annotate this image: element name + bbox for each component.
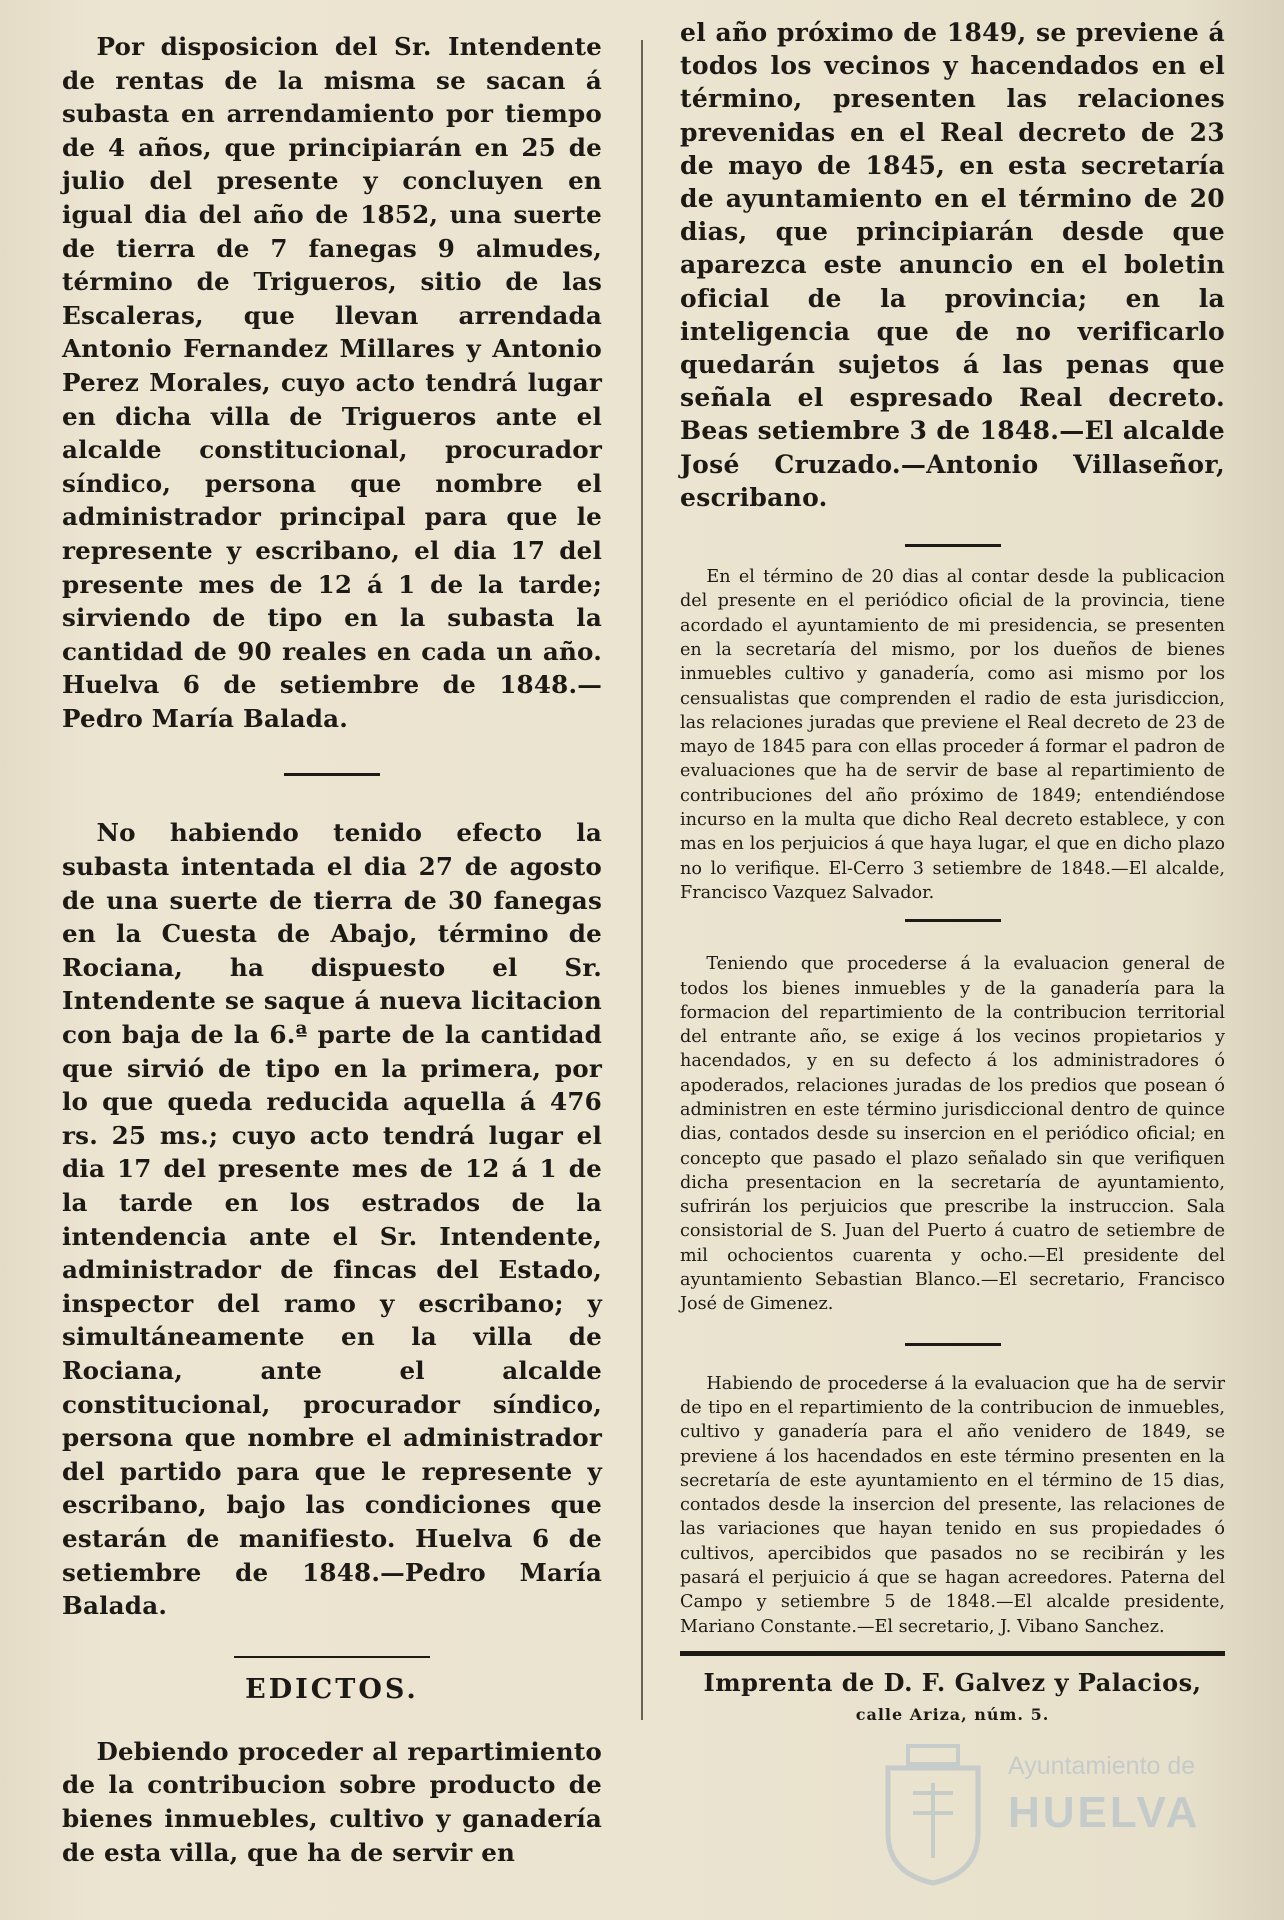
separator-rule — [284, 773, 380, 776]
right-column — [680, 16, 1225, 1724]
section-heading-edictos: EDICTOS. — [245, 1673, 419, 1705]
watermark-line-1: Ayuntamiento de — [1008, 1752, 1196, 1780]
edict-san-juan-del-puerto: Teniendo que procederse á la evaluacion general de todos los bienes inmuebles y de la ganadería para la formacion del repartimiento de la contribucion territorial del entrante año, se exige á los vecinos propietarios y hacendados, y en su defecto á los administradores ó apoderados, relaciones juradas de los predios que posean ó administren en este término jurisdiccional dentro de quince dias, contados desde su insercion en el periódico oficial; en concepto que pasado el plazo señalado sin que verifiquen dicha presentacion en la secretaría de ayuntamiento, sufrirán los perjuicios que prescribe la instruccion. Sala consistorial de S. Juan del Puerto á cuatro de setiembre de mil ochocientos cuarenta y ocho.—El presidente del ayuntamiento Sebastian Blanco.—El secretario, Francisco José de Gimenez. — [680, 954, 1225, 1315]
printer-imprint: Imprenta de D. F. Galvez y Palacios, — [703, 1667, 1202, 1697]
separator-rule — [905, 1343, 1001, 1346]
edict-paterna-del-campo: Habiendo de procederse á la evaluacion que ha de servir de tipo en el repartimiento de la contribucion de inmuebles, cultivo y ganadería para el año venidero de 1849, se previene á los hacendados en este término presenten en la secretaría de este ayuntamiento en el término de 15 dias, contados desde la insercion del presente, las relaciones de las variaciones que hayan tenido en sus propiedades ó cultivos, apercibidos que pasados no se recibirán y les pasará el perjuicio á que se hagan acreedores. Paterna del Campo y setiembre 5 de 1848.—El alcalde presidente, Mariano Constante.—El secretario, J. Vibano Sanchez. — [680, 1373, 1225, 1637]
left-column — [62, 30, 602, 1869]
watermark-line-2: HUELVA — [1008, 1788, 1201, 1837]
separator-rule — [905, 544, 1001, 547]
section-double-rule — [234, 1653, 430, 1658]
edict-el-cerro: En el término de 20 dias al contar desde la publicacion del presente en el periódico oficial de la provincia, tiene acordado el ayuntamiento de mi presidencia, se presenten en la secretaría del mismo, por los dueños de bienes inmuebles cultivo y ganadería, como asi mismo por los censualistas que comprenden el radio de esta jurisdiccion, las relaciones juradas que previene el Real decreto de 23 de mayo de 1845 para con ellas proceder á formar el padron de evaluaciones que ha de servir de base al repartimiento de contribuciones del año próximo de 1849; entendiéndose incurso en la multa que dicho Real decreto establece, y con mas en los perjuicios á que haya lugar, el que en dicho plazo no lo verifique. El-Cerro 3 setiembre de 1848.—El alcalde, Francisco Vazquez Salvador. — [680, 567, 1225, 903]
separator-rule — [905, 919, 1001, 922]
coat-of-arms-icon — [868, 1738, 998, 1888]
edict-beas-start: Debiendo proceder al repartimiento de la contribucion sobre producto de bienes inmuebles, cultivo y ganadería de esta villa, que ha de servir en — [62, 1736, 602, 1867]
column-divider — [641, 40, 643, 1720]
notice-subasta-rociana: No habiendo tenido efecto la subasta intentada el dia 27 de agosto de una suerte de tierra de 30 fanegas en la Cuesta de Abajo, término de Rociana, ha dispuesto el Sr. Intendente se saque á nueva licitacion con baja de la 6.ª parte de la cantidad que sirvió de tipo en la primera, por lo que queda reducida aquella á 476 rs. 25 ms.; cuyo acto tendrá lugar el dia 17 del presente mes de 12 á 1 de la tarde en los estrados de la intendencia ante el Sr. Intendente, administrador de fincas del Estado, inspector del ramo y escribano; y simultáneamente en la villa de Rociana, ante el alcalde constitucional, procurador síndico, persona que nombre el administrador del partido para que le represente y escribano, bajo las condiciones que estarán de manifiesto. Huelva 6 de setiembre de 1848.—Pedro María Balada. — [62, 818, 602, 1621]
closing-heavy-rule — [680, 1651, 1225, 1656]
edict-beas-continued: el año próximo de 1849, se previene á todos los vecinos y hacendados en el término, presenten las relaciones prevenidas en el Real decreto de 23 de mayo de 1845, en esta secretaría de ayuntamiento en el término de 20 dias, que principiarán desde que aparezca este anuncio en el boletin oficial de la provincia; en la inteligencia que de no verificarlo quedarán sujetos á las penas que señala el espresado Real decreto. Beas setiembre 3 de 1848.—El alcalde José Cruzado.—Antonio Villaseñor, escribano. — [680, 18, 1225, 512]
ayuntamiento-huelva-watermark — [868, 1738, 1228, 1888]
printer-address: calle Ariza, núm. 5. — [855, 1704, 1050, 1724]
notice-subasta-trigueros: Por disposicion del Sr. Intendente de rentas de la misma se sacan á subasta en arrendamiento por tiempo de 4 años, que principiarán en 25 de julio del presente y concluyen en igual dia del año de 1852, una suerte de tierra de 7 fanegas 9 almudes, término de Trigueros, sitio de las Escaleras, que llevan arrendada Antonio Fernandez Millares y Antonio Perez Morales, cuyo acto tendrá lugar en dicha villa de Trigueros ante el alcalde constitucional, procurador síndico, persona que nombre el administrador principal para que le represente y escribano, el dia 17 del presente mes de 12 á 1 de la tarde; sirviendo de tipo en la subasta la cantidad de 90 reales en cada un año. Huelva 6 de setiembre de 1848.—Pedro María Balada. — [62, 32, 602, 733]
